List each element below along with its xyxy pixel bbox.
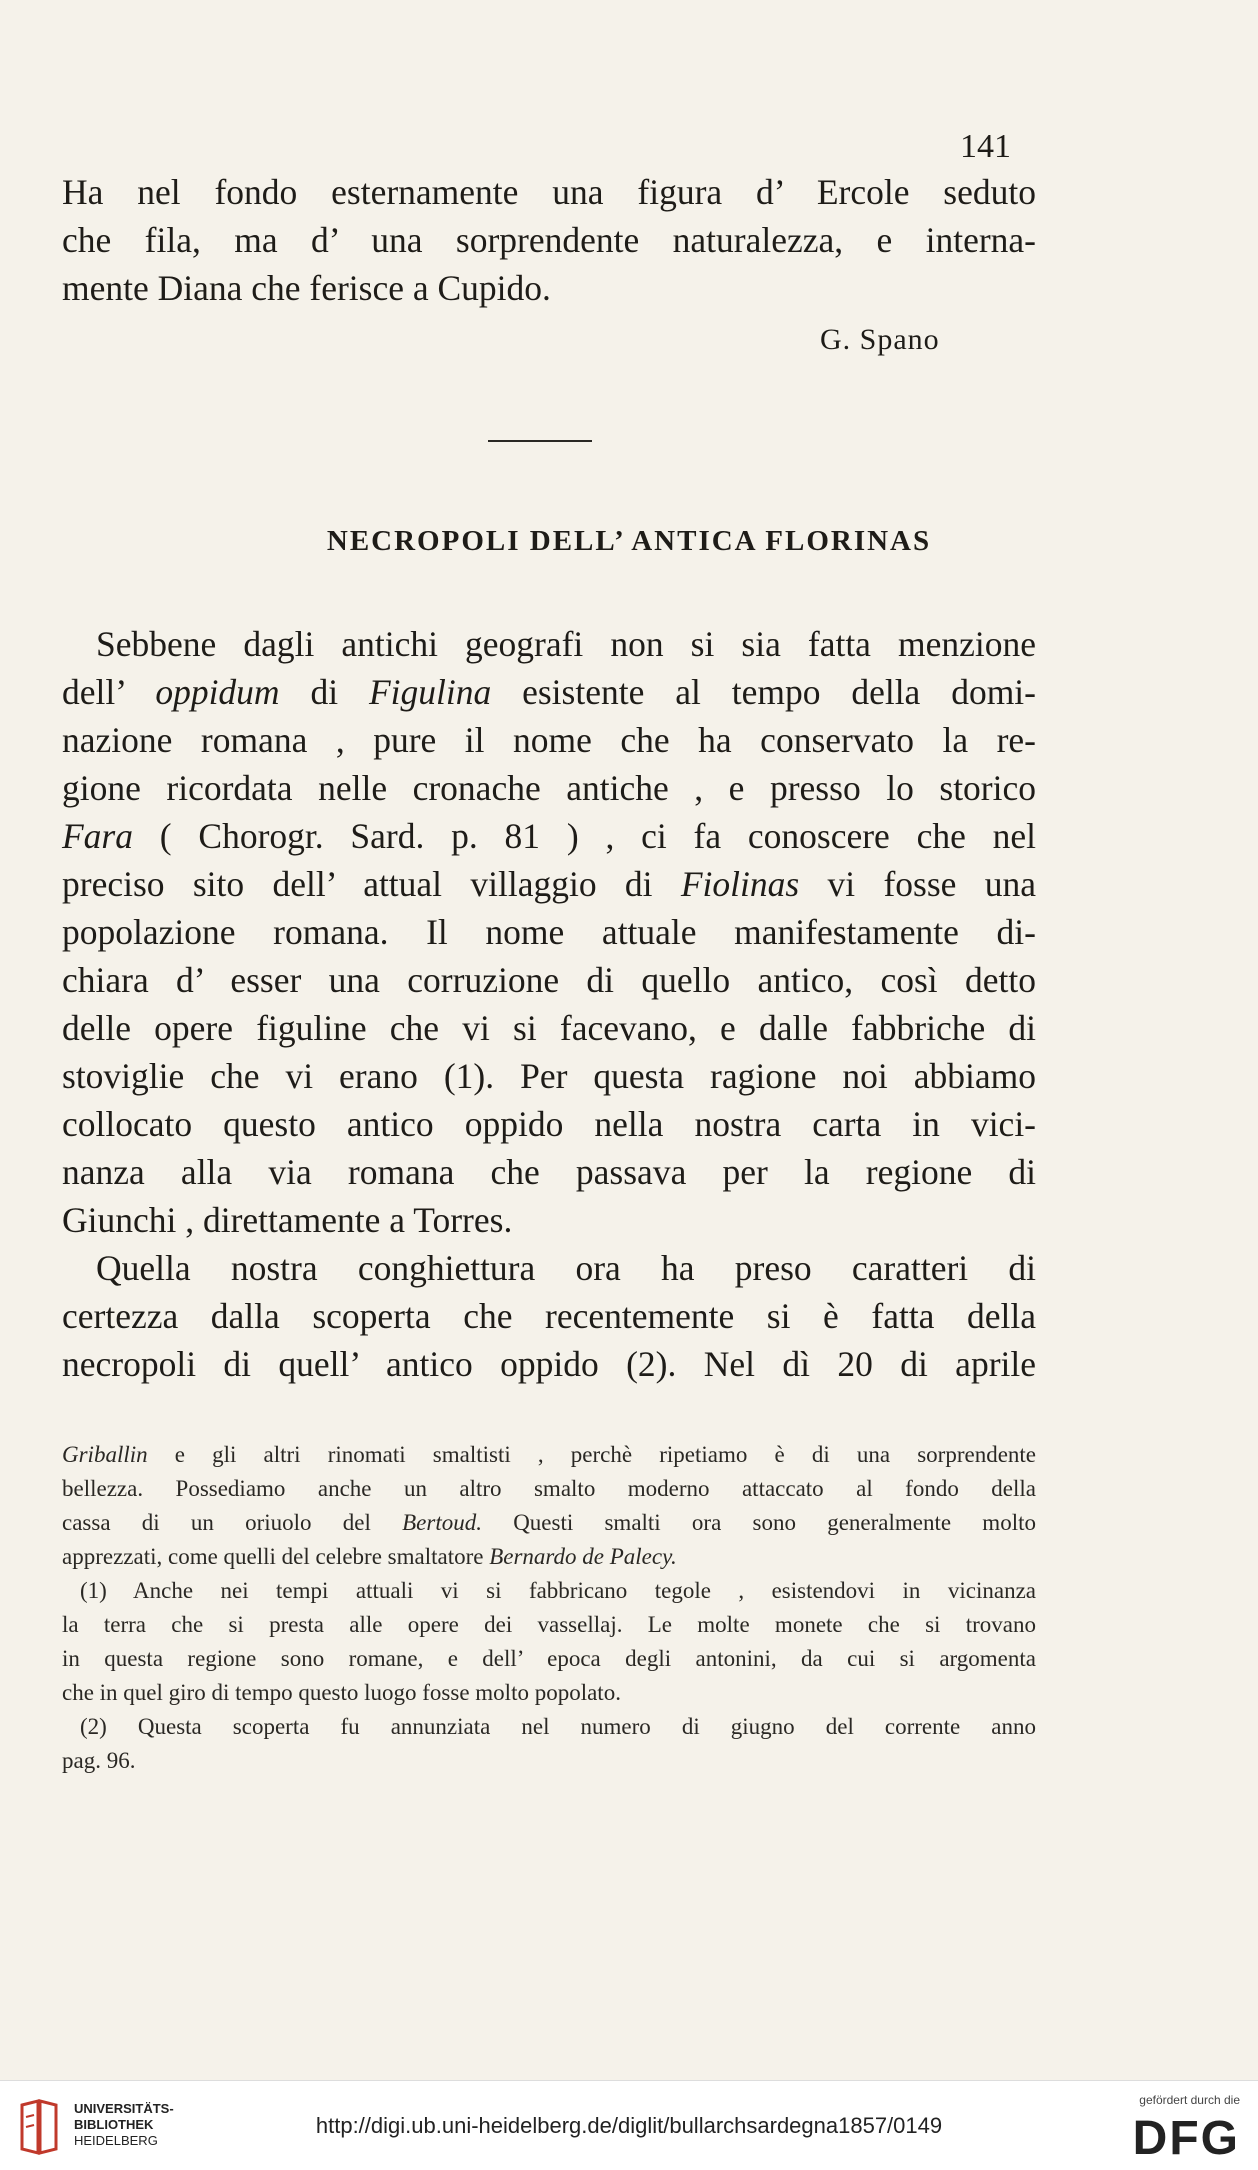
text-line: dell’ oppidum di Figulina esistente al tempo della domi- — [62, 672, 1036, 712]
text-line: preciso sito dell’ attual villaggio di Fiolinas vi fosse una — [62, 864, 1036, 904]
footnote-line: cassa di un oriuolo del Bertoud. Questi smalti ora sono generalmente molto — [62, 1510, 1036, 1535]
viewer-footer — [0, 2080, 1258, 2170]
text-line: delle opere figuline che vi si facevano, e dalle fabbriche di — [62, 1008, 1036, 1048]
footnote-2-line: (2) Questa scoperta fu annunziata nel numero di giugno del corrente anno — [80, 1714, 1036, 1739]
page-number: 141 — [960, 128, 1011, 165]
text-line: popolazione romana. Il nome attuale manifestamente di- — [62, 912, 1036, 952]
text-line: nazione romana , pure il nome che ha conservato la re- — [62, 720, 1036, 760]
library-name[interactable]: UNIVERSITÄTS- BIBLIOTHEK HEIDELBERG — [74, 2101, 174, 2148]
section-divider — [488, 440, 592, 442]
dfg-logo[interactable]: DFG — [1132, 2112, 1240, 2165]
footnotes — [62, 1438, 1036, 1778]
footnote-1-line: (1) Anche nei tempi attuali vi si fabbricano tegole , esistendovi in vicinanza — [80, 1578, 1036, 1603]
text-line: Quella nostra conghiettura ora ha preso caratteri di — [96, 1248, 1036, 1288]
text-line: Ha nel fondo esternamente una figura d’ Ercole seduto — [62, 172, 1036, 212]
text-line: stoviglie che vi erano (1). Per questa ragione noi abbiamo — [62, 1056, 1036, 1096]
text-line: Fara ( Chorogr. Sard. p. 81 ) , ci fa conoscere che nel — [62, 816, 1036, 856]
footnote-line: Griballin e gli altri rinomati smaltisti , perchè ripetiamo è di una sorprendente — [62, 1442, 1036, 1467]
paragraph-2 — [62, 1244, 1036, 1388]
text-line: certezza dalla scoperta che recentemente si è fatta della — [62, 1296, 1036, 1336]
footnote-line: apprezzati, come quelli del celebre smaltatore Bernardo de Palecy. — [62, 1544, 677, 1569]
author-signature: G. Spano — [820, 323, 940, 356]
footnote-2-line: pag. 96. — [62, 1748, 136, 1773]
text-line: nanza alla via romana che passava per la regione di — [62, 1152, 1036, 1192]
text-line: necropoli di quell’ antico oppido (2). Nel dì 20 di aprile — [62, 1344, 1036, 1384]
text-line: chiara d’ esser una corruzione di quello antico, così detto — [62, 960, 1036, 1000]
text-line: mente Diana che ferisce a Cupido. — [62, 268, 551, 308]
continued-text — [62, 168, 1036, 312]
footnote-1-line: in questa regione sono romane, e dell’ epoca degli antonini, da cui si argomenta — [62, 1646, 1036, 1671]
permalink-url[interactable]: http://digi.ub.uni-heidelberg.de/diglit/bullarchsardegna1857/0149 — [315, 2113, 943, 2138]
paragraph-1 — [62, 620, 1036, 1244]
text-line: che fila, ma d’ una sorprendente naturalezza, e interna- — [62, 220, 1036, 260]
text-line: gione ricordata nelle cronache antiche , e presso lo storico — [62, 768, 1036, 808]
footnote-1-line: la terra che si presta alle opere dei vassellaj. Le molte monete che si trovano — [62, 1612, 1036, 1637]
footnote-line: bellezza. Possediamo anche un altro smalto moderno attaccato al fondo della — [62, 1476, 1036, 1501]
article-title: NECROPOLI DELL’ ANTICA FLORINAS — [326, 525, 932, 557]
text-line: collocato questo antico oppido nella nostra carta in vici- — [62, 1104, 1036, 1144]
text-line: Giunchi , direttamente a Torres. — [62, 1200, 513, 1240]
sponsor-caption: gefördert durch die — [1139, 2093, 1240, 2107]
footnote-1-line: che in quel giro di tempo questo luogo fosse molto popolato. — [62, 1680, 621, 1705]
text-line: Sebbene dagli antichi geografi non si sia fatta menzione — [96, 624, 1036, 664]
